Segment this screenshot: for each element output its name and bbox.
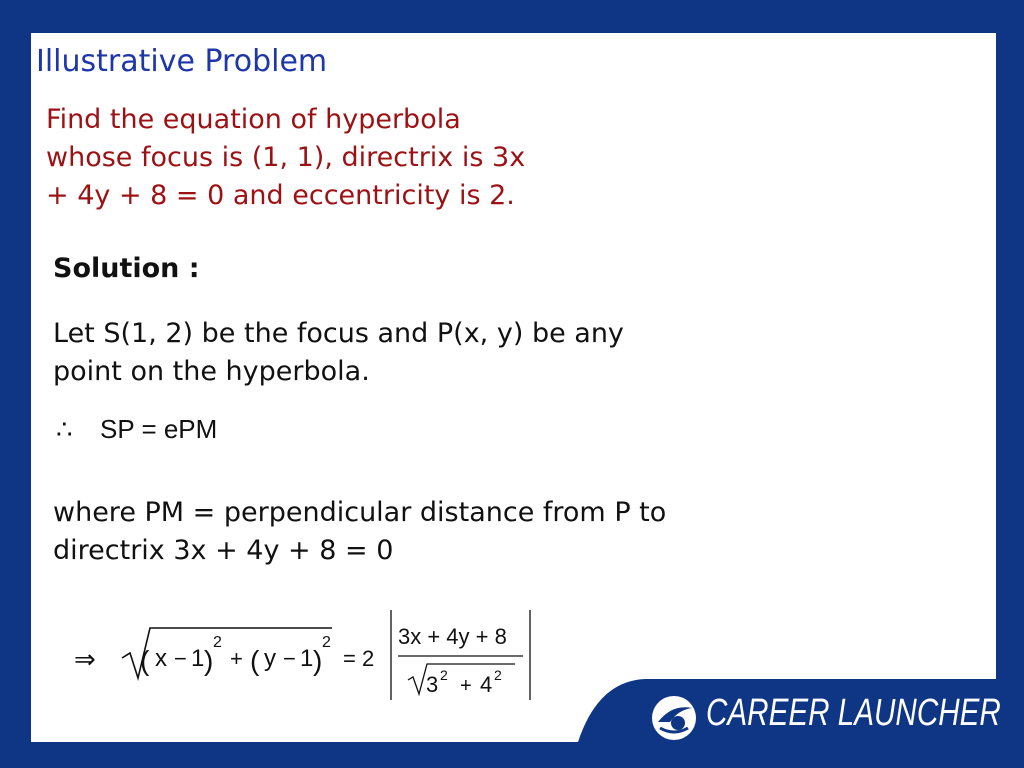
solution-label: Solution : xyxy=(53,253,200,284)
den-base-three: 3 xyxy=(426,672,439,697)
equation-text: SP = ePM xyxy=(100,414,218,444)
lhs-x: x xyxy=(155,645,167,672)
problem-statement xyxy=(46,101,646,215)
problem-line: + 4y + 8 = 0 and eccentricity is 2. xyxy=(46,180,515,211)
paren-open: ( xyxy=(250,645,260,676)
paragraph-line: point on the hyperbola. xyxy=(53,356,370,387)
lhs-one: 1 xyxy=(300,645,314,672)
plus-sign: + xyxy=(230,646,243,671)
equation-sp-epm xyxy=(56,414,217,445)
solution-paragraph-2 xyxy=(53,494,813,570)
logo-wordmark: CAREER LAUNCHER xyxy=(706,692,1001,734)
den-plus: + xyxy=(460,675,472,697)
implies-arrow: ⇒ xyxy=(74,644,96,674)
equals-two: = 2 xyxy=(343,646,375,671)
lhs-y: y xyxy=(264,645,276,672)
den-exponent: 2 xyxy=(494,667,502,683)
paren-open: ( xyxy=(140,645,150,676)
paragraph-line: directrix 3x + 4y + 8 = 0 xyxy=(53,535,394,566)
paragraph-line: Let S(1, 2) be the focus and P(x, y) be any xyxy=(53,318,624,349)
distance-equation xyxy=(60,600,560,710)
paren-close: ) xyxy=(204,645,214,676)
logo-emblem-icon xyxy=(648,692,700,744)
therefore-symbol: ∴ xyxy=(56,414,73,444)
fraction-numerator: 3x + 4y + 8 xyxy=(398,624,507,649)
exponent: 2 xyxy=(322,634,331,651)
paren-close: ) xyxy=(313,645,323,676)
paragraph-line: where PM = perpendicular distance from P to xyxy=(53,497,667,528)
slide-title: Illustrative Problem xyxy=(36,44,328,79)
solution-paragraph-1 xyxy=(53,315,813,391)
lhs-one: 1 xyxy=(191,645,205,672)
problem-line: whose focus is (1, 1), directrix is 3x xyxy=(46,142,526,173)
minus-sign: − xyxy=(174,646,187,671)
minus-sign: − xyxy=(283,646,296,671)
distance-equation-graphic xyxy=(60,600,560,710)
problem-line: Find the equation of hyperbola xyxy=(46,104,461,135)
career-launcher-logo xyxy=(648,690,1001,746)
den-exponent: 2 xyxy=(440,667,448,683)
exponent: 2 xyxy=(213,634,222,651)
den-base-four: 4 xyxy=(480,672,493,697)
